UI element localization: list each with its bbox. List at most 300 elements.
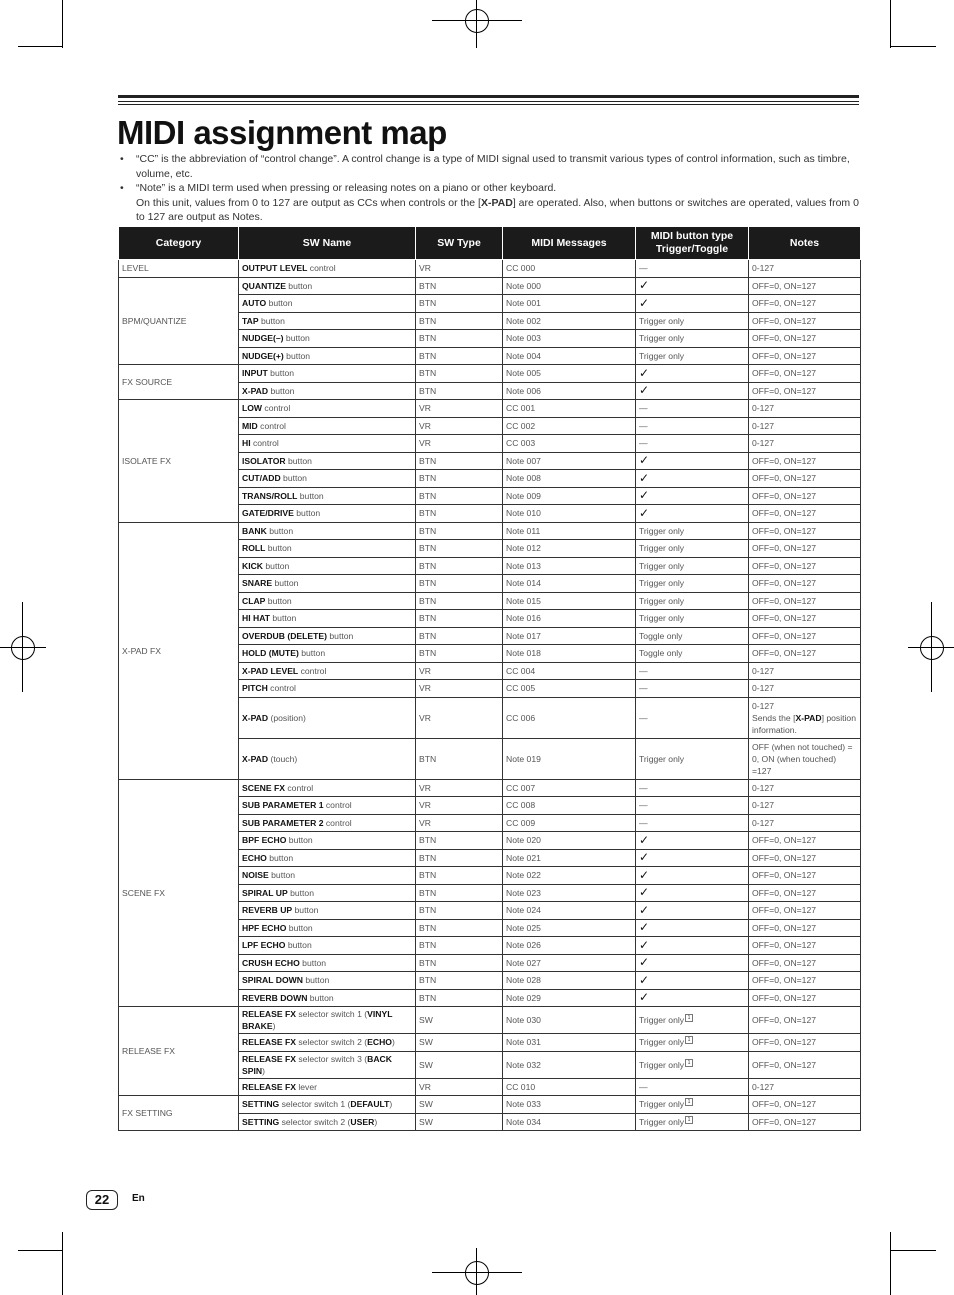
- sw-name-cell: [239, 540, 416, 558]
- button-type-cell: [636, 417, 749, 435]
- category-cell: X-PAD FX: [119, 522, 239, 779]
- sw-name: KICK: [242, 560, 264, 571]
- sw-name-suffix: control: [284, 782, 314, 793]
- sw-type-cell: VR: [416, 697, 503, 738]
- sw-name-cell: [239, 832, 416, 850]
- check-icon: ✓: [639, 850, 650, 865]
- sw-type-cell: SW: [416, 1051, 503, 1078]
- midi-message-cell: CC 003: [503, 435, 636, 453]
- category-cell: FX SETTING: [119, 1096, 239, 1131]
- button-type: —: [639, 817, 648, 828]
- sw-name: HOLD (MUTE): [242, 648, 299, 659]
- button-type: —: [639, 800, 648, 811]
- midi-message-cell: Note 008: [503, 470, 636, 488]
- sw-name: LPF ECHO: [242, 940, 286, 951]
- page-number: 22: [86, 1190, 118, 1210]
- notes-cell: OFF=0, ON=127: [749, 627, 861, 645]
- midi-message-cell: Note 014: [503, 575, 636, 593]
- notes-cell: 0-127 Sends the [X-PAD] position information.: [749, 697, 861, 738]
- check-icon: ✓: [639, 972, 650, 987]
- button-type-cell: [636, 1096, 749, 1114]
- check-icon: ✓: [639, 990, 650, 1005]
- midi-message-cell: Note 010: [503, 505, 636, 523]
- sw-name-option: ECHO: [367, 1037, 392, 1048]
- sw-name: SUB PARAMETER 2: [242, 817, 324, 828]
- sw-name: BANK: [242, 525, 267, 536]
- sw-name: OVERDUB (DELETE): [242, 630, 327, 641]
- sw-type-cell: BTN: [416, 937, 503, 955]
- midi-message-cell: Note 001: [503, 295, 636, 313]
- midi-message-cell: Note 003: [503, 330, 636, 348]
- sw-name: ECHO: [242, 852, 267, 863]
- notes-cell: OFF=0, ON=127: [749, 312, 861, 330]
- notes-cell: 0-127: [749, 779, 861, 797]
- crop-mark: [18, 46, 62, 47]
- check-icon: ✓: [639, 867, 650, 882]
- midi-message-cell: Note 002: [503, 312, 636, 330]
- button-type: Trigger only: [639, 578, 685, 589]
- bullet-text: • “CC” is the abbreviation of “control change”. A control change is a type of MIDI signal used to transmit various types of control information, such as timbre, volume, etc.: [136, 153, 850, 180]
- button-type: Trigger only: [639, 333, 685, 344]
- sw-name-suffix: button: [283, 350, 311, 361]
- button-type-cell: [636, 954, 749, 972]
- button-type-cell: [636, 937, 749, 955]
- intro-bullets: [118, 152, 860, 225]
- crop-mark: [18, 1250, 62, 1251]
- sw-name: SUB PARAMETER 1: [242, 800, 324, 811]
- sw-name-cell: [239, 797, 416, 815]
- notes-cell: OFF=0, ON=127: [749, 937, 861, 955]
- sw-name-cell: [239, 400, 416, 418]
- sw-name: X-PAD: [242, 385, 269, 396]
- button-type-cell: [636, 1007, 749, 1034]
- sw-type-cell: BTN: [416, 738, 503, 779]
- notes-cell: OFF=0, ON=127: [749, 330, 861, 348]
- button-type: Trigger only: [639, 543, 685, 554]
- notes-cell: OFF=0, ON=127: [749, 867, 861, 885]
- sw-name-suffix: control: [267, 683, 296, 694]
- sw-name-cell: [239, 1007, 416, 1034]
- sw-name: TRANS/ROLL: [242, 490, 298, 501]
- midi-message-cell: CC 005: [503, 680, 636, 698]
- column-header: SW Name: [239, 227, 416, 260]
- bullet-text: On this unit, values from 0 to 127 are output as CCs when controls or the [X-PAD] are operated. Also, when buttons or switches are operated, values from 0 to 127 are output as Notes.: [136, 196, 859, 223]
- button-type-cell: [636, 849, 749, 867]
- sw-name: X-PAD: [242, 753, 269, 764]
- button-type-cell: [636, 645, 749, 663]
- sw-name-suffix: button: [287, 887, 314, 898]
- notes-cell: OFF=0, ON=127: [749, 505, 861, 523]
- button-type-cell: [636, 797, 749, 815]
- column-header: Notes: [749, 227, 861, 260]
- midi-message-cell: Note 018: [503, 645, 636, 663]
- sw-type-cell: BTN: [416, 954, 503, 972]
- sw-name-suffix: selector switch 1 (: [295, 1009, 368, 1019]
- registration-mark-icon: [920, 636, 944, 660]
- sw-type-cell: VR: [416, 814, 503, 832]
- category-cell: SCENE FX: [119, 779, 239, 1007]
- sw-name: SETTING: [242, 1099, 280, 1110]
- button-type: Trigger only: [639, 560, 685, 571]
- button-type-cell: [636, 365, 749, 383]
- sw-name-suffix: button: [263, 560, 290, 571]
- language-code: En: [132, 1193, 145, 1204]
- button-type-cell: [636, 312, 749, 330]
- sw-name-suffix: control: [323, 817, 352, 828]
- midi-message-cell: Note 024: [503, 902, 636, 920]
- bullet-text: • “Note” is a MIDI term used when pressing or releasing notes on a piano or other keyboard.: [136, 182, 557, 194]
- button-type: Trigger only: [639, 595, 685, 606]
- midi-message-cell: CC 000: [503, 260, 636, 278]
- sw-name-cell: [239, 575, 416, 593]
- check-icon: ✓: [639, 832, 650, 847]
- header-rule: [118, 95, 859, 98]
- button-type-cell: [636, 470, 749, 488]
- crop-mark: [62, 0, 63, 48]
- sw-name-cell: [239, 347, 416, 365]
- header-rule: [118, 104, 859, 105]
- sw-name-cell: [239, 330, 416, 348]
- sw-type-cell: BTN: [416, 330, 503, 348]
- sw-name-suffix: ): [262, 1065, 265, 1076]
- sw-name-option: DEFAULT: [350, 1099, 390, 1110]
- sw-name-suffix: selector switch 2 (: [295, 1037, 368, 1048]
- button-type-cell: [636, 260, 749, 278]
- notes-cell: OFF=0, ON=127: [749, 522, 861, 540]
- button-type-cell: [636, 972, 749, 990]
- sw-name-suffix: control: [250, 438, 279, 449]
- notes-cell: OFF=0, ON=127: [749, 540, 861, 558]
- sw-name-suffix: ): [391, 1037, 395, 1048]
- button-type-cell: [636, 400, 749, 418]
- sw-type-cell: BTN: [416, 295, 503, 313]
- button-type-cell: [636, 435, 749, 453]
- notes-cell: OFF=0, ON=127: [749, 1113, 861, 1131]
- category-cell: BPM/QUANTIZE: [119, 277, 239, 365]
- midi-message-cell: Note 033: [503, 1096, 636, 1114]
- notes-cell: OFF=0, ON=127: [749, 1034, 861, 1052]
- sw-name-suffix: button: [265, 543, 292, 554]
- sw-name-suffix: control: [257, 420, 286, 431]
- notes-cell: OFF=0, ON=127: [749, 382, 861, 400]
- midi-message-cell: Note 006: [503, 382, 636, 400]
- notes-cell: OFF=0, ON=127: [749, 277, 861, 295]
- button-type-cell: [636, 382, 749, 400]
- sw-type-cell: VR: [416, 662, 503, 680]
- sw-name-option: VINYL BRAKE: [242, 1009, 393, 1031]
- button-type: Toggle only: [639, 630, 683, 641]
- sw-name-suffix: lever: [295, 1081, 317, 1092]
- table-header-row: [119, 227, 861, 260]
- sw-type-cell: VR: [416, 417, 503, 435]
- registration-mark-icon: [11, 636, 35, 660]
- sw-name-cell: [239, 627, 416, 645]
- sw-name: X-PAD LEVEL: [242, 665, 299, 676]
- sw-type-cell: SW: [416, 1096, 503, 1114]
- sw-name-cell: [239, 1096, 416, 1114]
- midi-message-cell: Note 011: [503, 522, 636, 540]
- sw-name: ISOLATOR: [242, 455, 286, 466]
- sw-name-suffix: button: [266, 298, 293, 309]
- sw-name-cell: [239, 1034, 416, 1052]
- button-type: —: [639, 1081, 648, 1092]
- button-type-cell: [636, 867, 749, 885]
- notes-cell: OFF=0, ON=127: [749, 989, 861, 1007]
- sw-name: BPF ECHO: [242, 835, 287, 846]
- sw-name-suffix: button: [285, 280, 313, 291]
- notes-cell: OFF=0, ON=127: [749, 1007, 861, 1034]
- midi-message-cell: CC 004: [503, 662, 636, 680]
- sw-name-cell: [239, 452, 416, 470]
- sw-name: PITCH: [242, 683, 268, 694]
- sw-name-suffix: ): [374, 1116, 378, 1127]
- button-type-cell: [636, 989, 749, 1007]
- sw-type-cell: BTN: [416, 382, 503, 400]
- midi-message-cell: CC 006: [503, 697, 636, 738]
- notes-cell: 0-127: [749, 797, 861, 815]
- sw-name: INPUT: [242, 368, 268, 379]
- button-type-cell: [636, 680, 749, 698]
- button-type: Toggle only: [639, 648, 683, 659]
- sw-type-cell: BTN: [416, 849, 503, 867]
- check-icon: ✓: [639, 955, 650, 970]
- sw-name: SCENE FX: [242, 782, 285, 793]
- button-type: —: [639, 782, 648, 793]
- footnote-marker-icon: 1: [685, 1059, 693, 1067]
- notes-cell: OFF=0, ON=127: [749, 470, 861, 488]
- sw-name-cell: [239, 435, 416, 453]
- column-header: SW Type: [416, 227, 503, 260]
- notes-cell: OFF=0, ON=127: [749, 832, 861, 850]
- button-type: —: [639, 403, 648, 414]
- notes-cell: 0-127: [749, 260, 861, 278]
- sw-type-cell: SW: [416, 1034, 503, 1052]
- sw-name-cell: [239, 662, 416, 680]
- sw-name: RELEASE FX: [242, 1037, 296, 1048]
- button-type-cell: [636, 557, 749, 575]
- sw-name-suffix: button: [265, 595, 292, 606]
- sw-name: AUTO: [242, 298, 267, 309]
- sw-name-suffix: (position): [268, 712, 306, 723]
- sw-name-suffix: button: [286, 835, 313, 846]
- crop-mark: [62, 1232, 63, 1295]
- sw-type-cell: BTN: [416, 972, 503, 990]
- sw-name: SETTING: [242, 1116, 280, 1127]
- notes-cell: OFF (when not touched) = 0, ON (when touched) =127: [749, 738, 861, 779]
- sw-name-cell: [239, 867, 416, 885]
- sw-name-suffix: button: [285, 940, 312, 951]
- column-header: MIDI button type Trigger/Toggle: [636, 227, 749, 260]
- crop-mark: [890, 1232, 891, 1295]
- button-type-cell: [636, 779, 749, 797]
- button-type: Trigger only: [639, 1037, 685, 1048]
- midi-message-cell: Note 030: [503, 1007, 636, 1034]
- button-type-cell: [636, 610, 749, 628]
- button-type-cell: [636, 697, 749, 738]
- footnote-marker-icon: 1: [685, 1014, 693, 1022]
- button-type-cell: [636, 662, 749, 680]
- button-type: Trigger only: [639, 753, 685, 764]
- notes-cell: OFF=0, ON=127: [749, 610, 861, 628]
- sw-type-cell: BTN: [416, 627, 503, 645]
- sw-name-cell: [239, 849, 416, 867]
- sw-name-suffix: button: [258, 315, 285, 326]
- sw-name-cell: [239, 557, 416, 575]
- sw-name: CRUSH ECHO: [242, 957, 300, 968]
- check-icon: ✓: [639, 365, 650, 380]
- button-type-cell: [636, 1051, 749, 1078]
- sw-name-suffix: ): [272, 1021, 276, 1031]
- sw-type-cell: VR: [416, 260, 503, 278]
- button-type-cell: [636, 295, 749, 313]
- sw-name-cell: [239, 1051, 416, 1078]
- sw-type-cell: BTN: [416, 592, 503, 610]
- sw-name-suffix: button: [268, 870, 296, 881]
- sw-name-option: USER: [350, 1116, 375, 1127]
- sw-type-cell: BTN: [416, 575, 503, 593]
- sw-name: MID: [242, 420, 258, 431]
- button-type-cell: [636, 347, 749, 365]
- sw-name: X-PAD: [242, 712, 269, 723]
- sw-name: RELEASE FX: [242, 1081, 296, 1092]
- check-icon: ✓: [639, 453, 650, 468]
- sw-name-suffix: (touch): [268, 753, 298, 764]
- sw-name-cell: [239, 610, 416, 628]
- sw-type-cell: BTN: [416, 505, 503, 523]
- button-type: Trigger only: [639, 1015, 685, 1025]
- page-title: MIDI assignment map: [117, 114, 447, 151]
- button-type: —: [639, 420, 648, 431]
- sw-type-cell: VR: [416, 1078, 503, 1096]
- sw-name: RELEASE FX: [242, 1053, 296, 1064]
- button-type: Trigger only: [639, 1099, 685, 1110]
- sw-name: CUT/ADD: [242, 473, 281, 484]
- midi-message-cell: Note 034: [503, 1113, 636, 1131]
- notes-cell: OFF=0, ON=127: [749, 645, 861, 663]
- button-type: —: [639, 665, 648, 676]
- notes-cell: 0-127: [749, 662, 861, 680]
- sw-name-cell: [239, 645, 416, 663]
- sw-name: NUDGE(+): [242, 350, 284, 361]
- sw-type-cell: BTN: [416, 832, 503, 850]
- table-row: [119, 277, 861, 295]
- table-row: [119, 365, 861, 383]
- notes-cell: OFF=0, ON=127: [749, 884, 861, 902]
- table-row: [119, 779, 861, 797]
- sw-type-cell: BTN: [416, 884, 503, 902]
- midi-message-cell: Note 017: [503, 627, 636, 645]
- sw-type-cell: BTN: [416, 347, 503, 365]
- bullet-item: [118, 152, 860, 181]
- sw-name-suffix: button: [268, 385, 295, 396]
- sw-name-suffix: button: [307, 992, 334, 1003]
- sw-type-cell: BTN: [416, 365, 503, 383]
- button-type-cell: [636, 505, 749, 523]
- sw-name-suffix: button: [266, 525, 294, 536]
- button-type: —: [639, 683, 648, 694]
- sw-name-cell: [239, 937, 416, 955]
- sw-type-cell: BTN: [416, 487, 503, 505]
- sw-name-cell: [239, 312, 416, 330]
- check-icon: ✓: [639, 278, 650, 293]
- sw-name-cell: [239, 382, 416, 400]
- notes-cell: OFF=0, ON=127: [749, 295, 861, 313]
- button-type-cell: [636, 1034, 749, 1052]
- sw-name-cell: [239, 277, 416, 295]
- sw-name-cell: [239, 919, 416, 937]
- sw-type-cell: VR: [416, 779, 503, 797]
- sw-name: HI: [242, 438, 251, 449]
- sw-name-cell: [239, 779, 416, 797]
- notes-cell: OFF=0, ON=127: [749, 849, 861, 867]
- notes-cell: OFF=0, ON=127: [749, 452, 861, 470]
- midi-message-cell: Note 004: [503, 347, 636, 365]
- button-type-cell: [636, 919, 749, 937]
- midi-message-cell: Note 027: [503, 954, 636, 972]
- category-cell: ISOLATE FX: [119, 400, 239, 523]
- midi-message-cell: Note 016: [503, 610, 636, 628]
- sw-name-cell: [239, 1113, 416, 1131]
- notes-cell: OFF=0, ON=127: [749, 954, 861, 972]
- notes-cell: OFF=0, ON=127: [749, 1051, 861, 1078]
- button-type-cell: [636, 592, 749, 610]
- check-icon: ✓: [639, 937, 650, 952]
- sw-name-suffix: button: [302, 975, 330, 986]
- sw-name: GATE/DRIVE: [242, 508, 294, 519]
- sw-name: SNARE: [242, 578, 273, 589]
- footnote-marker-icon: 1: [685, 1116, 693, 1124]
- sw-name-option: BACK SPIN: [242, 1053, 392, 1076]
- notes-cell: OFF=0, ON=127: [749, 575, 861, 593]
- crop-mark: [890, 46, 936, 47]
- button-type-cell: [636, 627, 749, 645]
- sw-name-cell: [239, 417, 416, 435]
- notes-cell: OFF=0, ON=127: [749, 592, 861, 610]
- sw-type-cell: BTN: [416, 610, 503, 628]
- sw-name-suffix: button: [267, 368, 295, 379]
- button-type-cell: [636, 1113, 749, 1131]
- table-row: [119, 1007, 861, 1034]
- sw-name: CLAP: [242, 595, 266, 606]
- button-type-cell: [636, 540, 749, 558]
- sw-name: ROLL: [242, 543, 266, 554]
- sw-name: OUTPUT LEVEL: [242, 263, 308, 274]
- notes-cell: 0-127: [749, 417, 861, 435]
- sw-name-cell: [239, 592, 416, 610]
- button-type-cell: [636, 487, 749, 505]
- button-type-cell: [636, 575, 749, 593]
- button-type-cell: [636, 832, 749, 850]
- sw-name-cell: [239, 738, 416, 779]
- notes-cell: OFF=0, ON=127: [749, 487, 861, 505]
- midi-message-cell: CC 008: [503, 797, 636, 815]
- check-icon: ✓: [639, 383, 650, 398]
- sw-name-suffix: button: [299, 957, 327, 968]
- category-cell: FX SOURCE: [119, 365, 239, 400]
- midi-message-cell: Note 023: [503, 884, 636, 902]
- sw-name-cell: [239, 470, 416, 488]
- sw-name-suffix: button: [292, 905, 319, 916]
- button-type-cell: [636, 902, 749, 920]
- sw-type-cell: SW: [416, 1113, 503, 1131]
- sw-name-cell: [239, 487, 416, 505]
- table-row: [119, 400, 861, 418]
- sw-name-cell: [239, 989, 416, 1007]
- midi-message-cell: Note 005: [503, 365, 636, 383]
- header-rule: [118, 101, 859, 102]
- midi-message-cell: Note 019: [503, 738, 636, 779]
- notes-cell: OFF=0, ON=127: [749, 919, 861, 937]
